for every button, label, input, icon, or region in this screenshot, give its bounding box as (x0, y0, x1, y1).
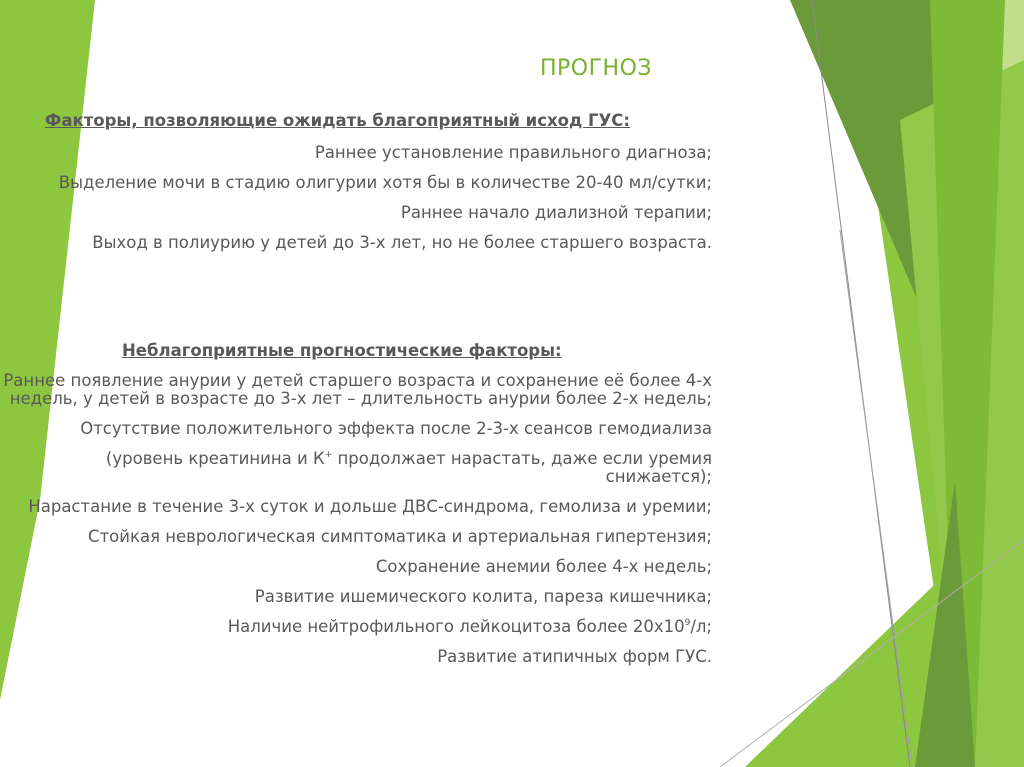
favorable-heading: Факторы, позволяющие ожидать благоприятный исход ГУС: (45, 111, 631, 130)
favorable-item: Выделение мочи в стадию олигурии хотя бы в количестве 20-40 мл/сутки; (58, 173, 712, 192)
slide-title: ПРОГНОЗ (540, 56, 653, 81)
unfavorable-item: Развитие ишемического колита, пареза кишечника; (254, 587, 712, 606)
leukocytosis-text-end: /л; (690, 617, 712, 636)
leukocytosis-text-start: Наличие нейтрофильного лейкоцитоза более 20х10 (227, 617, 685, 636)
unfavorable-item-leukocytosis (0, 618, 712, 636)
creatinine-text-end: продолжает нарастать, даже если уремия снижается); (332, 449, 712, 486)
favorable-item: Выход в полиурию у детей до 3-х лет, но не более старшего возраста. (92, 233, 712, 252)
unfavorable-item: Отсутствие положительного эффекта после 2-3-х сеансов гемодиализа (80, 419, 712, 438)
unfavorable-item: Развитие атипичных форм ГУС. (437, 647, 712, 666)
favorable-item: Раннее начало диализной терапии; (400, 203, 712, 222)
unfavorable-item: Нарастание в течение 3-х суток и дольше ДВС-синдрома, гемолиза и уремии; (28, 497, 712, 516)
unfavorable-item: Сохранение анемии более 4-х недель; (375, 557, 712, 576)
unfavorable-item-creatinine (0, 450, 712, 486)
potassium-superscript: + (324, 450, 333, 460)
favorable-item: Раннее установление правильного диагноза; (314, 143, 712, 162)
creatinine-text-start: (уровень креатинина и К (105, 449, 325, 468)
unfavorable-list (0, 372, 712, 666)
unfavorable-item: Стойкая неврологическая симптоматика и артериальная гипертензия; (88, 527, 712, 546)
exponent-superscript: 9 (684, 618, 691, 628)
unfavorable-heading: Неблагоприятные прогностические факторы: (122, 341, 562, 360)
favorable-list (0, 144, 712, 252)
unfavorable-item: Раннее появление анурии у детей старшего возраста и сохранение её более 4-х недель, у детей в возрасте до 3-х лет – длительность анурии более 2-х недель; (3, 371, 712, 408)
